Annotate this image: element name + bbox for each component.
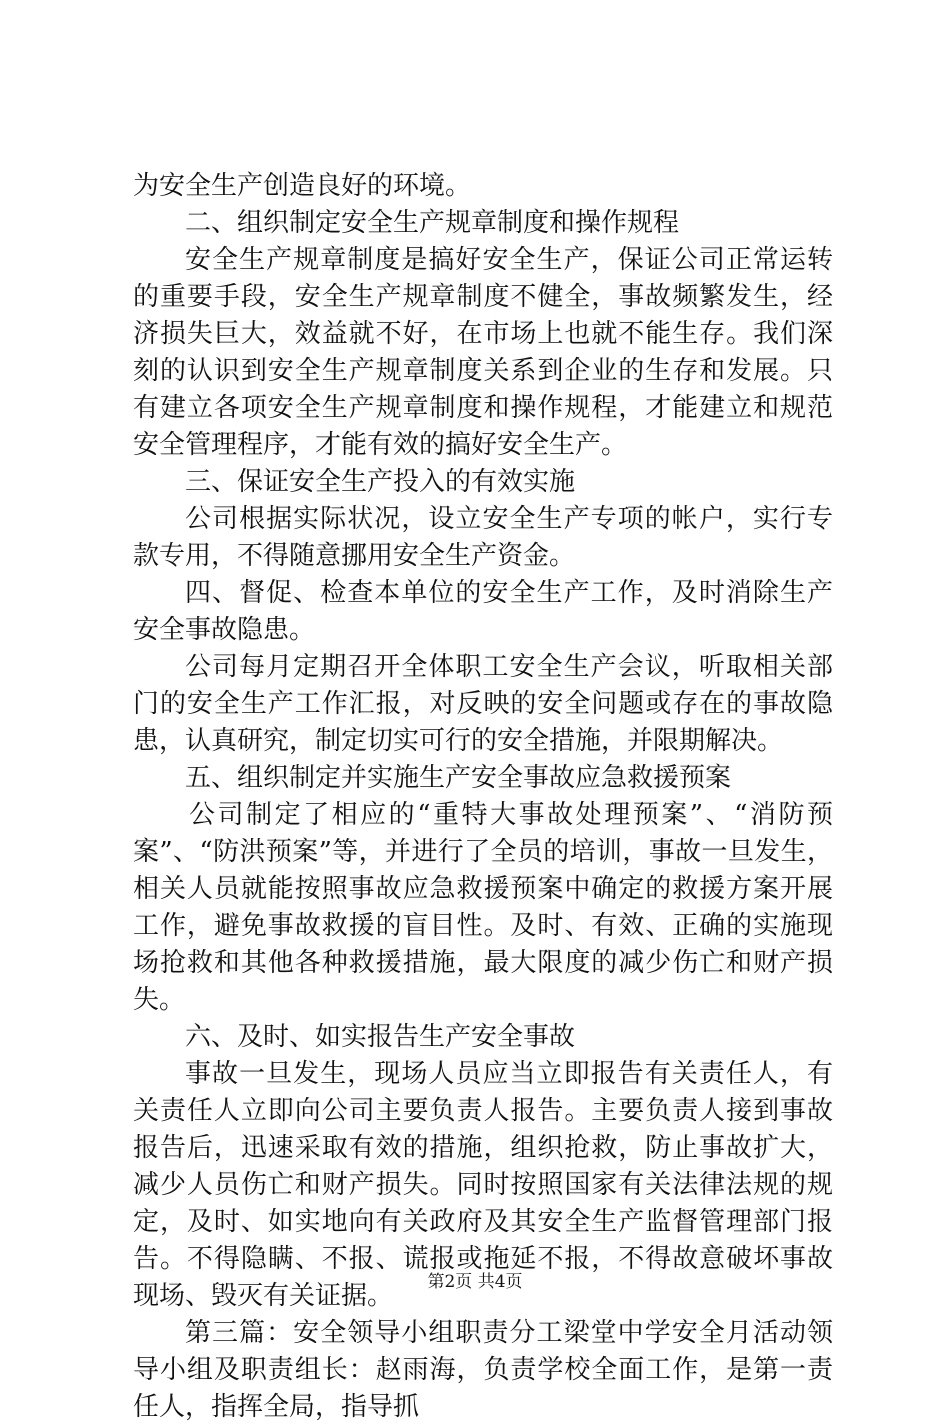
paragraph-emergency-plan: 公司制定了相应的“重特大事故处理预案”、“消防预案”、“防洪预案”等，并进行了全员的培训，事故一旦发生，相关人员就能按照事故应急救援预案中确定的救援方案开展工作，避免事故救援的盲目性。及时、有效、正确的实施现场抢救和其他各种救援措施，最大限度的减少伤亡和财产损失。 [133,800,833,1015]
document-body [133,168,833,1426]
section-heading-5: 五、组织制定并实施生产安全事故应急救援预案 [185,763,732,793]
section-heading-2: 二、组织制定安全生产规章制度和操作规程 [185,208,680,238]
paragraph-continuation: 为安全生产创造良好的环境。 [133,171,472,201]
paragraph-investment: 公司根据实际状况，设立安全生产专项的帐户，实行专款专用，不得随意挪用安全生产资金。 [133,504,833,571]
section-heading-3: 三、保证安全生产投入的有效实施 [185,467,576,497]
section-heading-6: 六、及时、如实报告生产安全事故 [185,1022,576,1052]
paragraph-part-three: 第三篇：安全领导小组职责分工梁堂中学安全月活动领导小组及职责组长：赵雨海，负责学校全面工作，是第一责任人，指挥全局，指导抓 [133,1318,833,1422]
paragraph-inspection: 公司每月定期召开全体职工安全生产会议，听取相关部门的安全生产工作汇报，对反映的安全问题或存在的事故隐患，认真研究，制定切实可行的安全措施，并限期解决。 [133,652,833,756]
page-number-footer: 第2页 共4页 [427,1272,523,1292]
paragraph-rules: 安全生产规章制度是搞好安全生产，保证公司正常运转的重要手段，安全生产规章制度不健全，事故频繁发生，经济损失巨大，效益就不好，在市场上也就不能生存。我们深刻的认识到安全生产规章制度关系到企业的生存和发展。只有建立各项安全生产规章制度和操作规程，才能建立和规范安全管理程序，才能有效的搞好安全生产。 [133,245,833,460]
section-heading-4: 四、督促、检查本单位的安全生产工作，及时消除生产安全事故隐患。 [133,578,833,645]
paragraph-accident-report: 事故一旦发生，现场人员应当立即报告有关责任人，有关责任人立即向公司主要负责人报告。主要负责人接到事故报告后，迅速采取有效的措施，组织抢救，防止事故扩大，减少人员伤亡和财产损失。同时按照国家有关法律法规的规定，及时、如实地向有关政府及其安全生产监督管理部门报告。不得隐瞒、不报、谎报或拖延不报，不得故意破坏事故现场、毁灭有关证据。 [133,1059,833,1311]
